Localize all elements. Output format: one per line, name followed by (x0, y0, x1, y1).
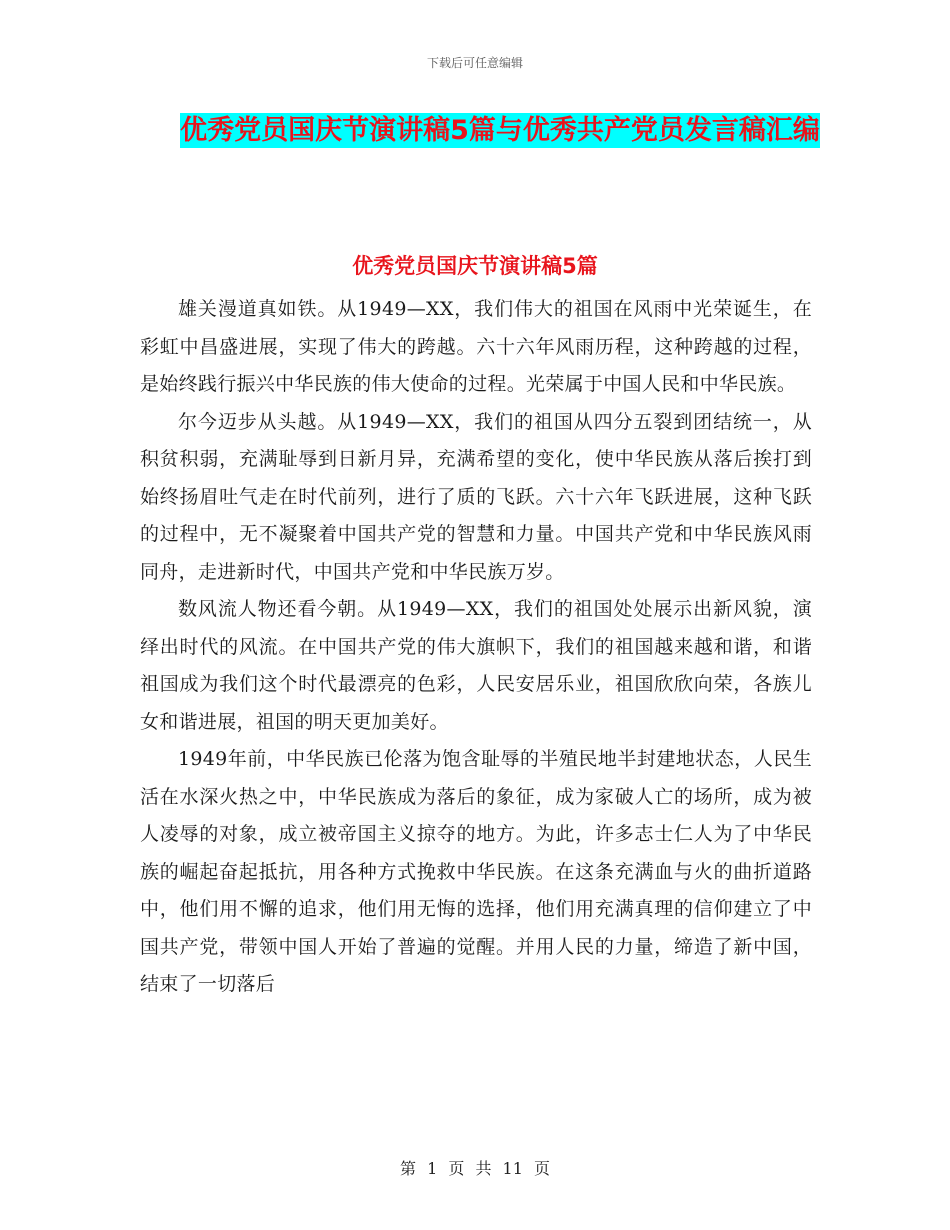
document-body (140, 291, 812, 1004)
page-footer: 第 1 页 共 11 页 (400, 1159, 550, 1178)
section-title: 优秀党员国庆节演讲稿5篇 (352, 254, 598, 278)
document-title (180, 108, 820, 154)
document-title-text: 优秀党员国庆节演讲稿5篇与优秀共产党员发言稿汇编 (180, 115, 820, 146)
paragraph: 数风流人物还看今朝。从1949—XX，我们的祖国处处展示出新风貌，演绎出时代的风流。在中国共产党的伟大旗帜下，我们的祖国越来越和谐，和谐祖国成为我们这个时代最漂亮的色彩，人民安居乐业，祖国欣欣向荣，各族儿女和谐进展，祖国的明天更加美好。 (140, 598, 812, 733)
paragraph: 1949年前，中华民族已伦落为饱含耻辱的半殖民地半封建地状态，人民生活在水深火热之中，中华民族成为落后的象征，成为家破人亡的场所，成为被人凌辱的对象，成立被帝国主义掠夺的地方。为此，许多志士仁人为了中华民族的崛起奋起抵抗，用各种方式挽救中华民族。在这条充满血与火的曲折道路中，他们用不懈的追求，他们用无悔的选择，他们用充满真理的信仰建立了中国共产党，带领中国人开始了普遍的觉醒。并用人民的力量，缔造了新中国，结束了一切落后 (140, 748, 812, 995)
paragraph: 雄关漫道真如铁。从1949—XX，我们伟大的祖国在风雨中光荣诞生，在彩虹中昌盛进展，实现了伟大的跨越。六十六年风雨历程，这种跨越的过程，是始终践行振兴中华民族的伟大使命的过程。光荣属于中国人民和中华民族。 (140, 298, 812, 395)
paragraph: 尔今迈步从头越。从1949—XX，我们的祖国从四分五裂到团结统一，从积贫积弱，充满耻辱到日新月异，充满希望的变化，使中华民族从落后挨打到始终扬眉吐气走在时代前列，进行了质的飞跃。六十六年飞跃进展，这种飞跃的过程中，无不凝聚着中国共产党的智慧和力量。中国共产党和中华民族风雨同舟，走进新时代，中国共产党和中华民族万岁。 (140, 410, 812, 583)
header-note: 下载后可任意编辑 (426, 56, 523, 70)
